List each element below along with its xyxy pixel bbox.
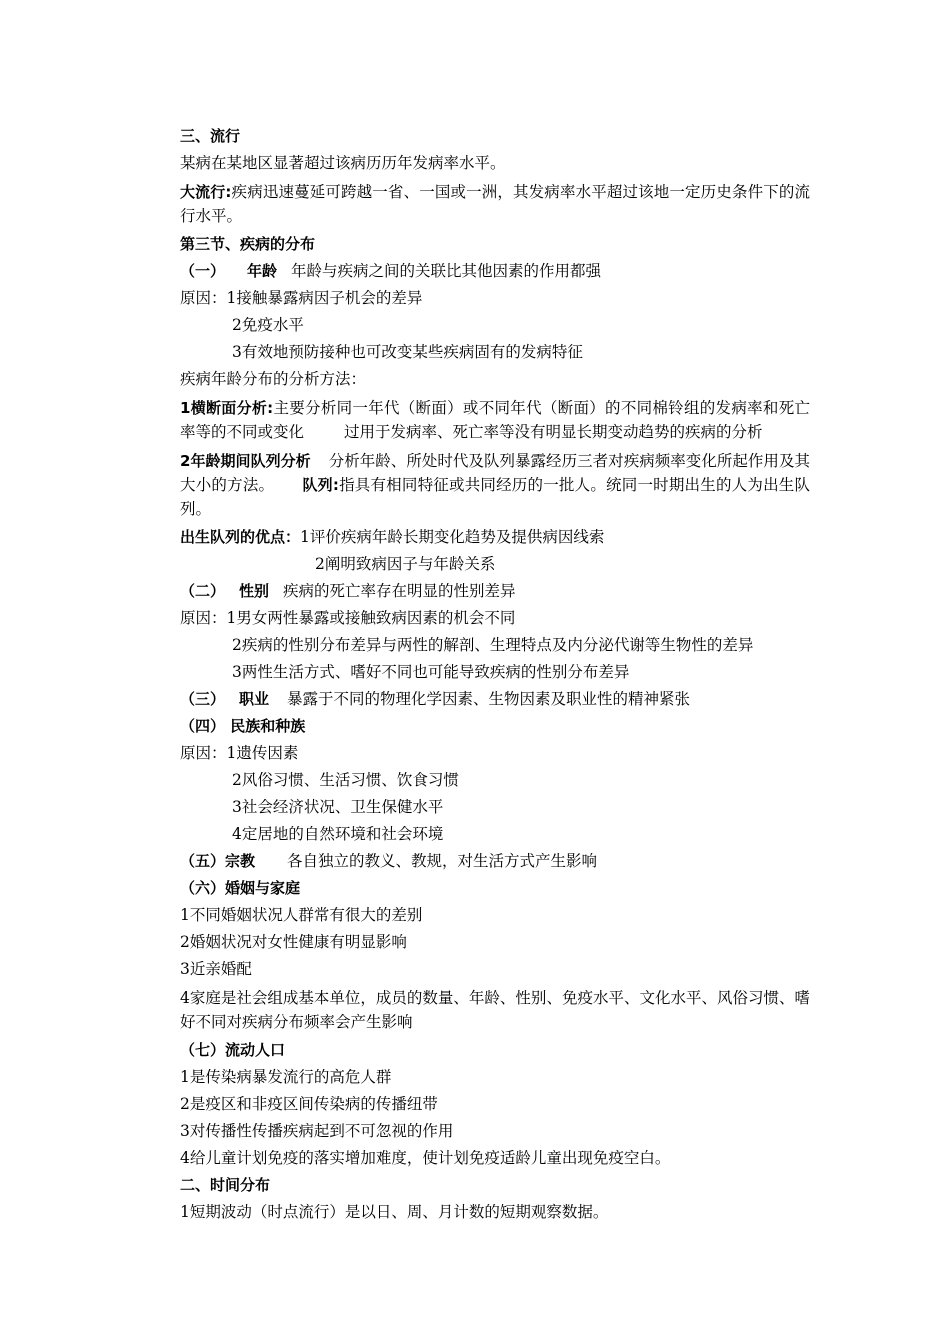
sex-reason-label: 原因： <box>180 609 227 627</box>
ethnic-reason-line <box>144 740 810 767</box>
age-reason-2: 2免疫水平 <box>232 316 304 334</box>
age-number: （一） <box>180 262 226 280</box>
queue-text: 指具有相同特征或共同经历的一批人。统同一时期出生的人为出生队列。 <box>180 476 810 518</box>
migrant-item-3: 3对传播性传播疾病起到不可忽视的作用 <box>180 1122 454 1140</box>
job-number: （三） <box>180 690 226 708</box>
age-heading-line <box>144 258 810 285</box>
sex-title: 性别 <box>239 582 270 600</box>
job-title: 职业 <box>239 690 270 708</box>
section-heading-liuxing: 三、流行 <box>180 127 241 145</box>
queue-label: 队列: <box>302 476 339 494</box>
da-liuxing-paragraph <box>144 180 810 228</box>
migrant-heading: （七）流动人口 <box>180 1041 286 1059</box>
religion-line <box>144 848 810 875</box>
age-title: 年龄 <box>247 262 278 280</box>
migrant-item-1: 1是传染病暴发流行的高危人群 <box>180 1068 392 1086</box>
sex-reason-line <box>144 605 810 632</box>
birth-cohort-adv-line <box>144 524 810 551</box>
liuxing-definition: 某病在某地区显著超过该病历历年发病率水平。 <box>180 154 506 172</box>
migrant-item-4: 4给儿童计划免疫的落实增加难度，使计划免疫适龄儿童出现免疫空白。 <box>180 1149 671 1167</box>
cohort-text: 分析年龄、所处时代及队列暴露经历三者对疾病频率变化所起作用及其大小的方法。 <box>180 452 810 494</box>
age-method-intro: 疾病年龄分布的分析方法： <box>180 370 367 388</box>
marriage-item-1: 1不同婚姻状况人群常有很大的差别 <box>180 906 423 924</box>
cross-section-text-b: 过用于发病率、死亡率等没有明显长期变动趋势的疾病的分析 <box>344 423 763 441</box>
sex-reason-1: 1男女两性暴露或接触致病因素的机会不同 <box>226 609 516 627</box>
age-reason-label: 原因： <box>180 289 227 307</box>
sex-reason-2: 2疾病的性别分布差异与两性的解剖、生理特点及内分泌代谢等生物性的差异 <box>232 636 754 654</box>
cross-section-paragraph <box>144 396 810 444</box>
cohort-paragraph <box>144 449 810 521</box>
sex-heading-line <box>144 578 810 605</box>
ethnic-reason-4: 4定居地的自然环境和社会环境 <box>232 825 444 843</box>
birth-cohort-adv-label: 出生队列的优点： <box>180 528 301 546</box>
sex-number: （二） <box>180 582 226 600</box>
job-description: 暴露于不同的物理化学因素、生物因素及职业性的精神紧张 <box>287 690 691 708</box>
ethnic-heading: （四） 民族和种族 <box>180 717 306 735</box>
age-description: 年龄与疾病之间的关联比其他因素的作用都强 <box>291 262 602 280</box>
time-item-1: 1短期波动（时点流行）是以日、周、月计数的短期观察数据。 <box>180 1203 609 1221</box>
ethnic-reason-label: 原因： <box>180 744 227 762</box>
birth-cohort-adv-2: 2阐明致病因子与年龄关系 <box>315 555 496 573</box>
age-reason-1: 1接触暴露病因子机会的差异 <box>226 289 423 307</box>
cross-section-label: 1横断面分析: <box>180 399 274 417</box>
ethnic-reason-2: 2风俗习惯、生活习惯、饮食习惯 <box>232 771 459 789</box>
section-heading-distribution: 第三节、疾病的分布 <box>180 235 316 253</box>
age-reason-3: 3有效地预防接种也可改变某些疾病固有的发病特征 <box>232 343 583 361</box>
marriage-item-3: 3近亲婚配 <box>180 960 252 978</box>
marriage-item-4: 4家庭是社会组成基本单位，成员的数量、年龄、性别、免疫水平、文化水平、风俗习惯、嗜好不同对疾病分布频率会产生影响 <box>180 989 810 1031</box>
sex-description: 疾病的死亡率存在明显的性别差异 <box>283 582 516 600</box>
da-liuxing-label: 大流行: <box>180 183 232 201</box>
marriage-item-2: 2婚姻状况对女性健康有明显影响 <box>180 933 407 951</box>
ethnic-reason-3: 3社会经济状况、卫生保健水平 <box>232 798 444 816</box>
job-heading-line <box>144 686 810 713</box>
sex-reason-3: 3两性生活方式、嗜好不同也可能导致疾病的性别分布差异 <box>232 663 630 681</box>
religion-heading: （五）宗教 <box>180 852 256 870</box>
marriage-heading: （六）婚姻与家庭 <box>180 879 301 897</box>
da-liuxing-text: 疾病迅速蔓延可跨越一省、一国或一洲，其发病率水平超过该地一定历史条件下的流行水平。 <box>180 183 810 225</box>
time-distribution-heading: 二、时间分布 <box>180 1176 271 1194</box>
age-reason-line <box>144 285 810 312</box>
birth-cohort-adv-1: 1评价疾病年龄长期变化趋势及提供病因线索 <box>300 528 605 546</box>
religion-description: 各自独立的教义、教规，对生活方式产生影响 <box>287 852 598 870</box>
migrant-item-2: 2是疫区和非疫区间传染病的传播纽带 <box>180 1095 438 1113</box>
document-body <box>144 123 810 1226</box>
cross-section-text-a: 主要分析同一年代（断面）或不同年代（断面）的不同棉铃组的发病率和死亡率等的不同或变化 <box>180 399 810 441</box>
cohort-label: 2年龄期间队列分析 <box>180 452 311 470</box>
ethnic-reason-1: 1遗传因素 <box>226 744 299 762</box>
